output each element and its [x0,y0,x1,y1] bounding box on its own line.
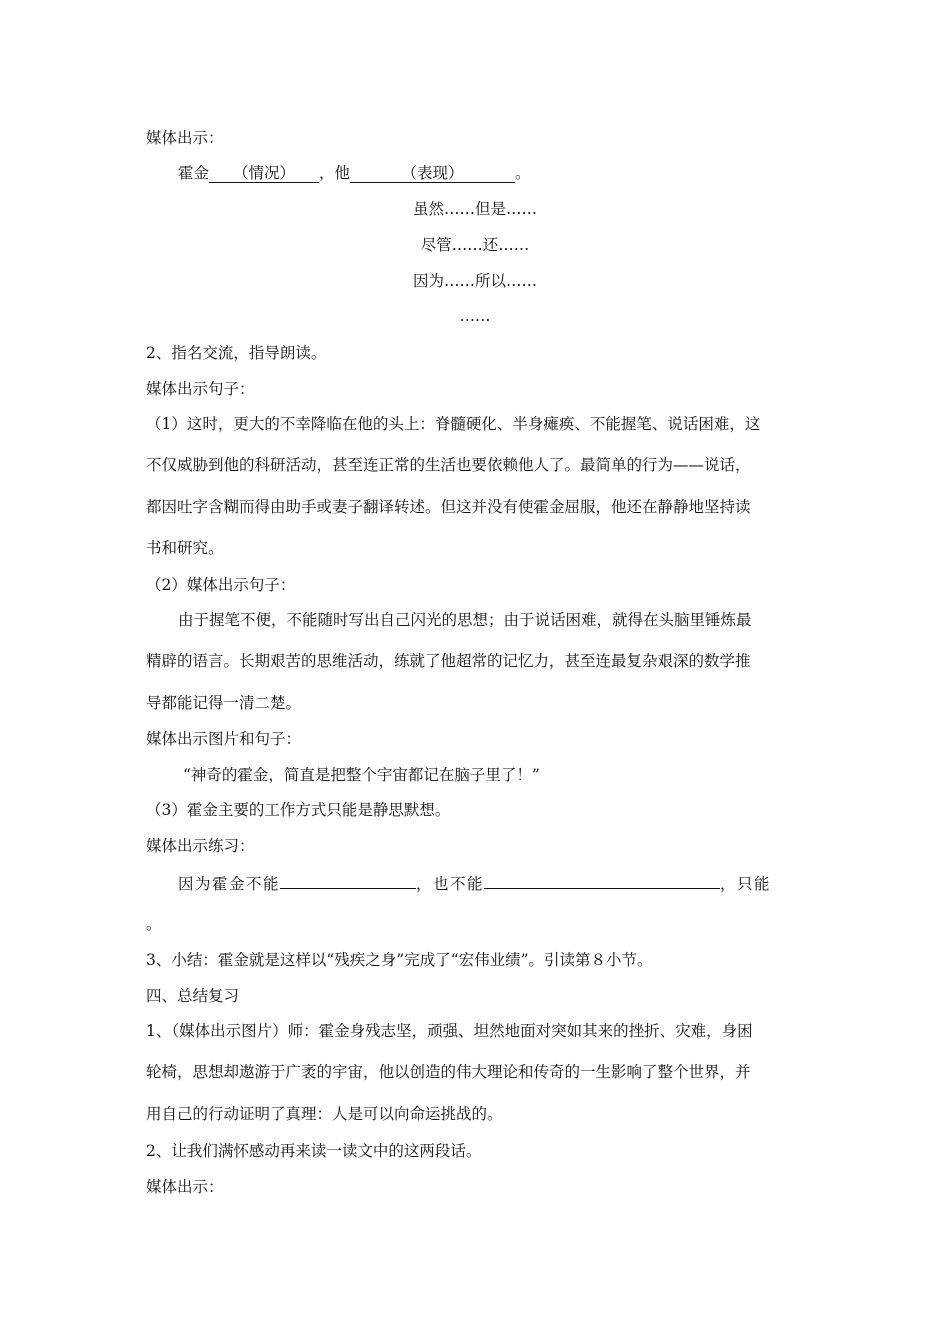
sentence-1-line-2: 不仅威胁到他的科研活动，甚至连正常的生活也要依赖他人了。最简单的行为——说话， [146,456,751,474]
media-sentence-heading: 媒体出示句子： [146,380,255,398]
sentence-frame [178,163,531,183]
media-heading: 媒体出示： [146,129,224,147]
media-exercise-heading: 媒体出示练习： [146,837,255,855]
frame-blank-performance: （表现） [350,164,515,183]
sentence-1-line-4: 书和研究。 [146,539,224,557]
exercise-part-2: ，也不能 [416,875,485,893]
step-2: 2、指名交流，指导朗读。 [146,344,327,362]
sentence-1-line-3: 都因吐字含糊而得由助手或妻子翻译转述。但这并没有使霍金屈服，他还在静静地坚持读 [146,498,751,516]
pattern-ellipsis: …… [459,307,491,325]
frame-blank-situation: （情况） [209,164,319,183]
exercise-line [178,872,771,894]
quote-line: “神奇的霍金，简直是把整个宇宙都记在脑子里了！” [183,766,540,784]
review-1-line-1: 1、（媒体出示图片）师：霍金身残志坚，顽强、坦然地面对突如其来的挫折、灾难，身困 [146,1022,753,1040]
review-1-line-2: 轮椅，思想却遨游于广袤的宇宙，他以创造的伟大理论和传奇的一生影响了整个世界，并 [146,1063,751,1081]
exercise-end: 。 [146,915,162,933]
exercise-part-1: 因为霍金不能 [178,875,281,893]
frame-connector: ，他 [319,164,351,182]
media-picture-heading: 媒体出示图片和句子： [146,730,302,748]
sentence-3: （3）霍金主要的工作方式只能是静思默想。 [146,801,451,819]
sentence-2-heading: （2）媒体出示句子： [146,576,296,594]
pattern-because: 因为……所以…… [412,272,537,290]
exercise-part-3: ，只能 [720,875,772,893]
step-3-summary: 3、小结：霍金就是这样以“残疾之身”完成了“宏伟业绩”。引读第８小节。 [146,951,653,969]
review-1-line-3: 用自己的行动证明了真理：人是可以向命运挑战的。 [146,1105,503,1123]
frame-subject: 霍金 [178,164,210,182]
frame-end: 。 [515,164,531,182]
exercise-blank-1[interactable] [280,872,416,889]
section-4-heading: 四、总结复习 [146,987,240,1005]
sentence-2-line-1: 由于握笔不便，不能随时写出自己闪光的思想；由于说话困难，就得在头脑里锤炼最 [178,611,752,629]
sentence-1-line-1: （1）这时，更大的不幸降临在他的头上：脊髓硬化、半身瘫痪、不能握笔、说话困难，这 [146,415,761,433]
review-2: 2、让我们满怀感动再来读一读文中的这两段话。 [146,1142,482,1160]
pattern-although: 虽然……但是…… [412,200,537,218]
media-final-heading: 媒体出示： [146,1178,224,1196]
pattern-despite: 尽管……还…… [420,236,530,254]
exercise-blank-2[interactable] [484,872,720,889]
sentence-2-line-2: 精辟的语言。长期艰苦的思维活动，练就了他超常的记忆力，甚至连最复杂艰深的数学推 [146,652,751,670]
sentence-2-line-3: 导都能记得一清二楚。 [146,694,302,712]
